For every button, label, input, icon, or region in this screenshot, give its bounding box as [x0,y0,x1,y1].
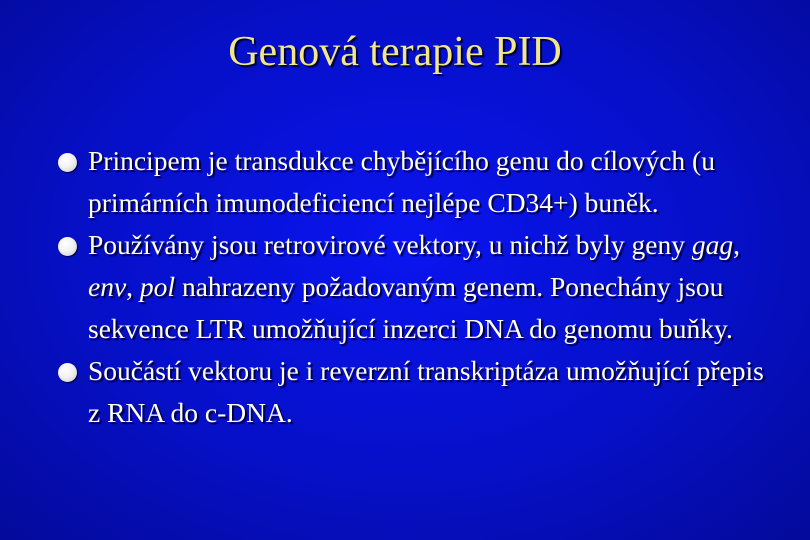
bullet-text-after: nahrazeny požadovaným genem. Ponechány jsou sekvence LTR umožňující inzerci DNA do genomu buňky. [88,271,733,344]
bullet-item-2 [58,224,778,350]
bullet-text: Principem je transdukce chybějícího genu do cílových (u primárních imunodeficiencí nejlépe CD34+) buněk. [88,145,715,218]
bullet-text-before: Používány jsou retrovirové vektory, u nichž byly geny [88,229,692,260]
gene-pol: pol [139,271,176,302]
bullet-item-1 [58,140,778,224]
slide-title: Genová terapie PID [228,29,562,75]
gene-gag: gag [691,229,734,260]
bullet-item-3 [58,350,778,434]
bullet-dot-icon [58,237,77,256]
separator: , [733,229,740,260]
bullet-list [58,140,778,434]
bullet-text: Součástí vektoru je i reverzní transkriptáza umožňující přepis z RNA do c-DNA. [88,355,764,428]
bullet-dot-icon [58,363,77,382]
bullet-dot-icon [58,153,77,172]
gene-env: env [88,271,127,302]
separator: , [126,271,140,302]
